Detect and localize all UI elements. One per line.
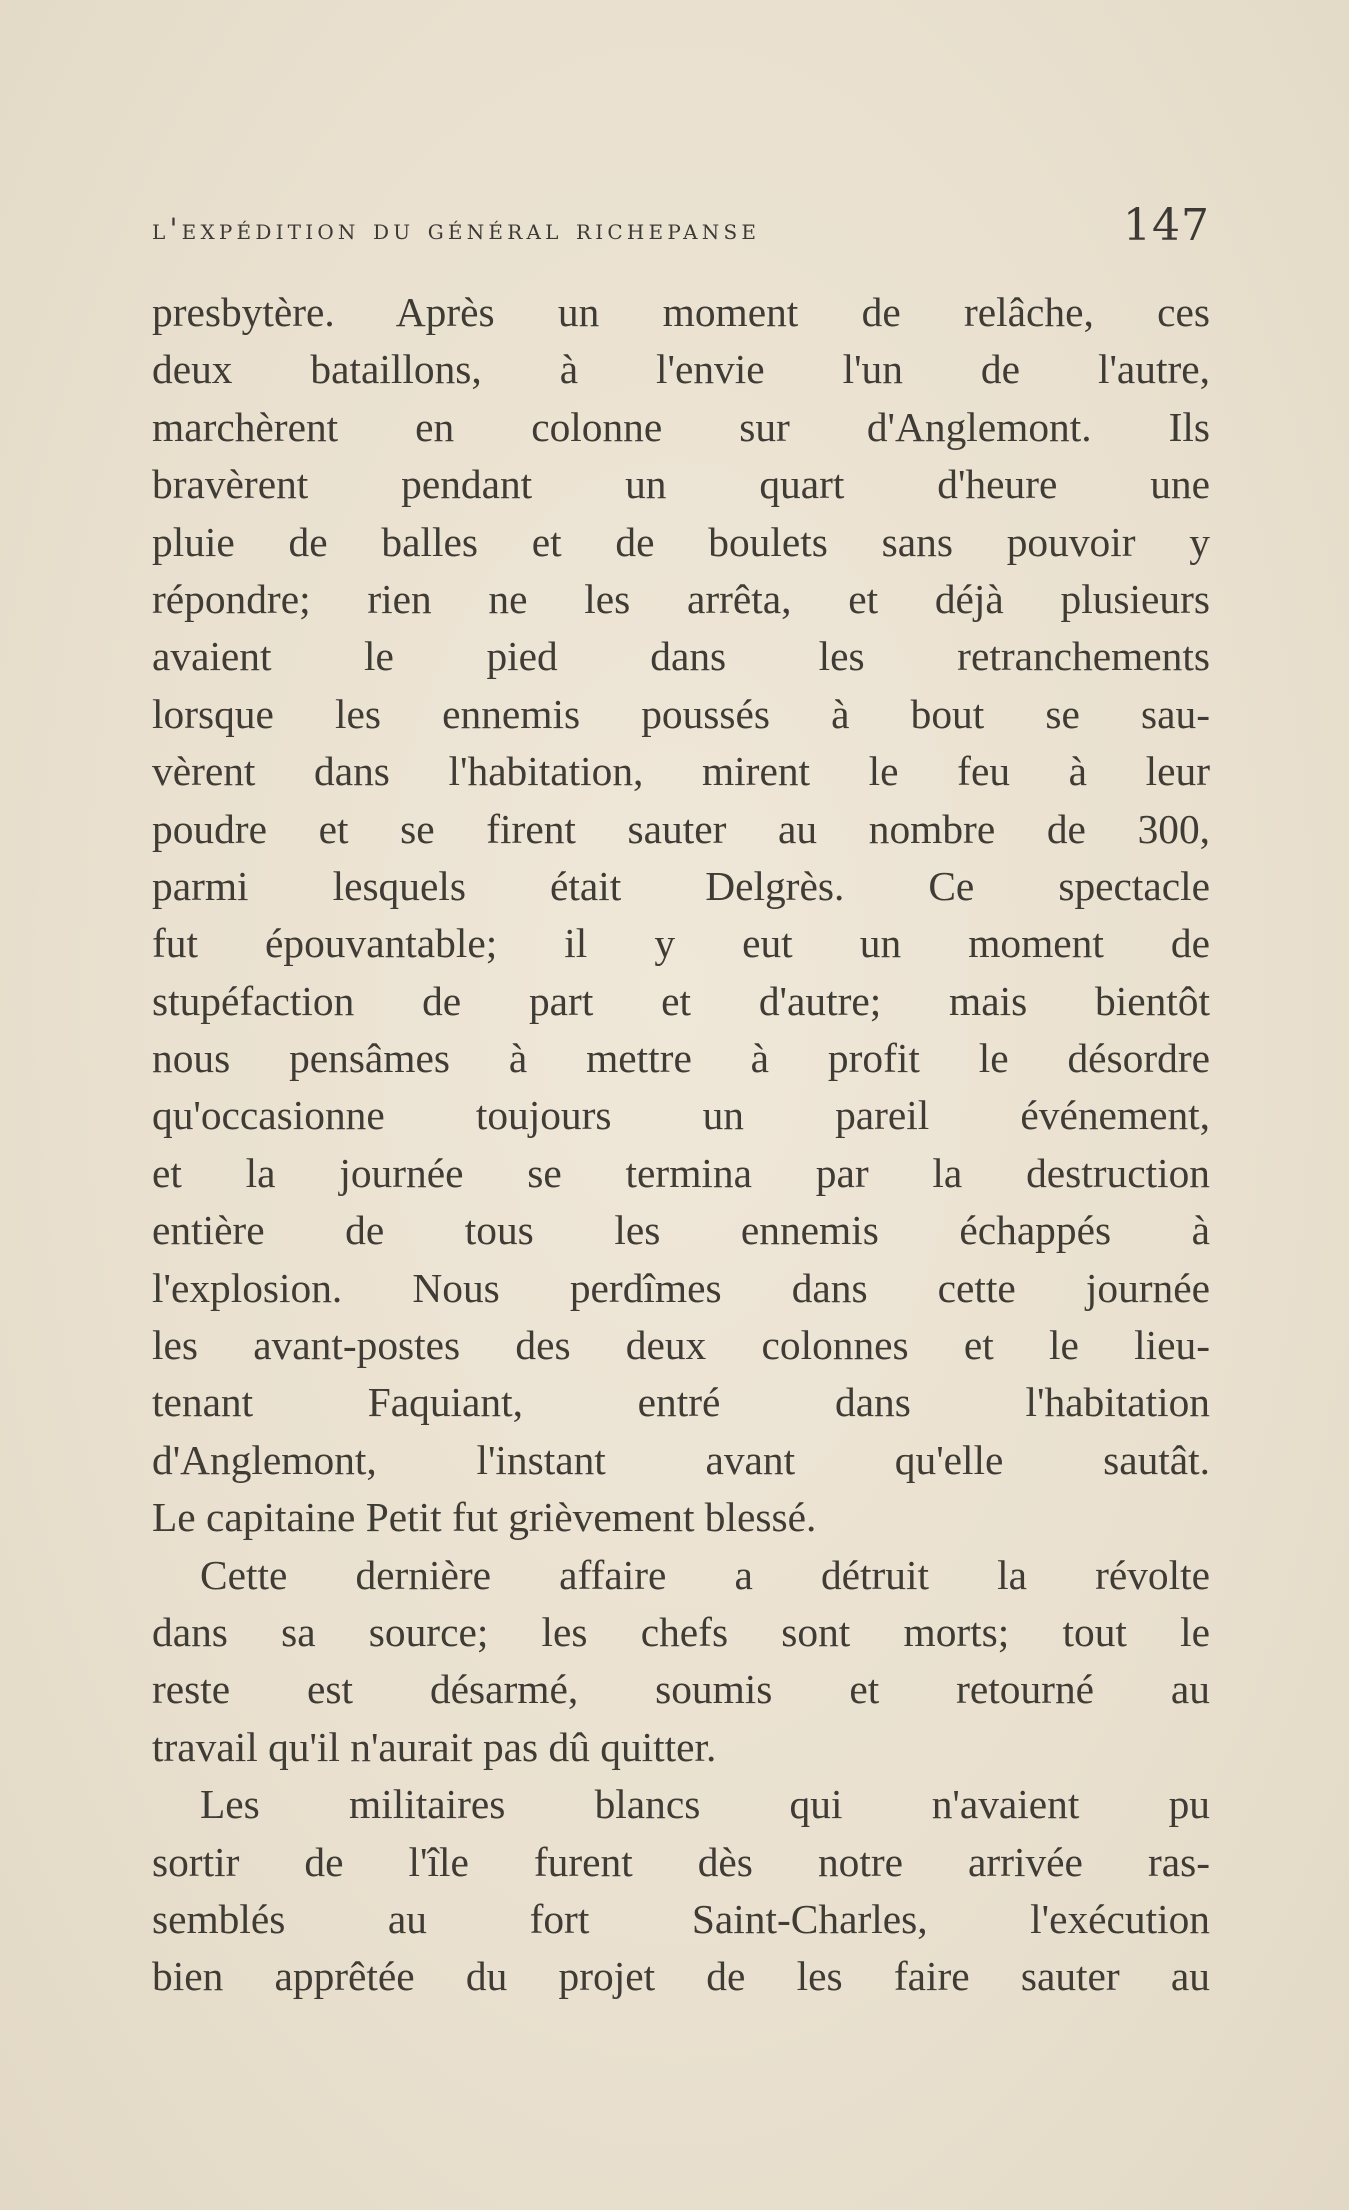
text-line: lorsque les ennemis poussés à bout se sau- <box>152 690 1210 737</box>
text-line: répondre; rien ne les arrêta, et déjà plusieurs <box>152 575 1210 622</box>
body-text <box>152 284 1210 2006</box>
text-line: bien apprêtée du projet de les faire sauter au <box>152 1953 1210 2000</box>
page-number: 147 <box>1123 200 1210 251</box>
text-line: pluie de balles et de boulets sans pouvoir y <box>152 518 1210 565</box>
page-header <box>152 200 1210 260</box>
text-line: stupéfaction de part et d'autre; mais bientôt <box>152 977 1210 1024</box>
text-line: semblés au fort Saint-Charles, l'exécution <box>152 1895 1210 1942</box>
text-line: avaient le pied dans les retranchements <box>152 633 1210 680</box>
text-line: Le capitaine Petit fut grièvement blessé. <box>152 1494 817 1541</box>
text-line: reste est désarmé, soumis et retourné au <box>152 1666 1210 1713</box>
text-line: tenant Faquiant, entré dans l'habitation <box>152 1379 1210 1426</box>
text-line: entière de tous les ennemis échappés à <box>152 1207 1210 1254</box>
text-line: presbytère. Après un moment de relâche, ces <box>152 289 1210 335</box>
text-line: dans sa source; les chefs sont morts; tout le <box>152 1608 1210 1655</box>
text-line: bravèrent pendant un quart d'heure une <box>152 461 1210 508</box>
text-line: fut épouvantable; il y eut un moment de <box>152 920 1210 967</box>
text-line: Les militaires blancs qui n'avaient pu <box>200 1781 1210 1828</box>
running-title: l'expédition du général richepanse <box>152 212 761 246</box>
text-line: travail qu'il n'aurait pas dû quitter. <box>152 1723 717 1770</box>
text-line: poudre et se firent sauter au nombre de 300, <box>152 805 1210 852</box>
text-line: nous pensâmes à mettre à profit le désordre <box>152 1035 1210 1082</box>
text-line: marchèrent en colonne sur d'Anglemont. Ils <box>152 403 1210 450</box>
text-line: vèrent dans l'habitation, mirent le feu à leur <box>152 748 1210 795</box>
text-line: sortir de l'île furent dès notre arrivée ras- <box>152 1838 1210 1885</box>
text-line: l'explosion. Nous perdîmes dans cette journée <box>152 1264 1210 1311</box>
text-line: deux bataillons, à l'envie l'un de l'autre, <box>152 346 1210 393</box>
text-line: Cette dernière affaire a détruit la révolte <box>200 1551 1210 1598</box>
text-line: les avant-postes des deux colonnes et le lieu- <box>152 1322 1210 1369</box>
text-line: et la journée se termina par la destruction <box>152 1149 1210 1196</box>
text-line: d'Anglemont, l'instant avant qu'elle sautât. <box>152 1436 1210 1483</box>
text-line: parmi lesquels était Delgrès. Ce spectacle <box>152 862 1210 909</box>
text-line: qu'occasionne toujours un pareil événement, <box>152 1092 1210 1139</box>
